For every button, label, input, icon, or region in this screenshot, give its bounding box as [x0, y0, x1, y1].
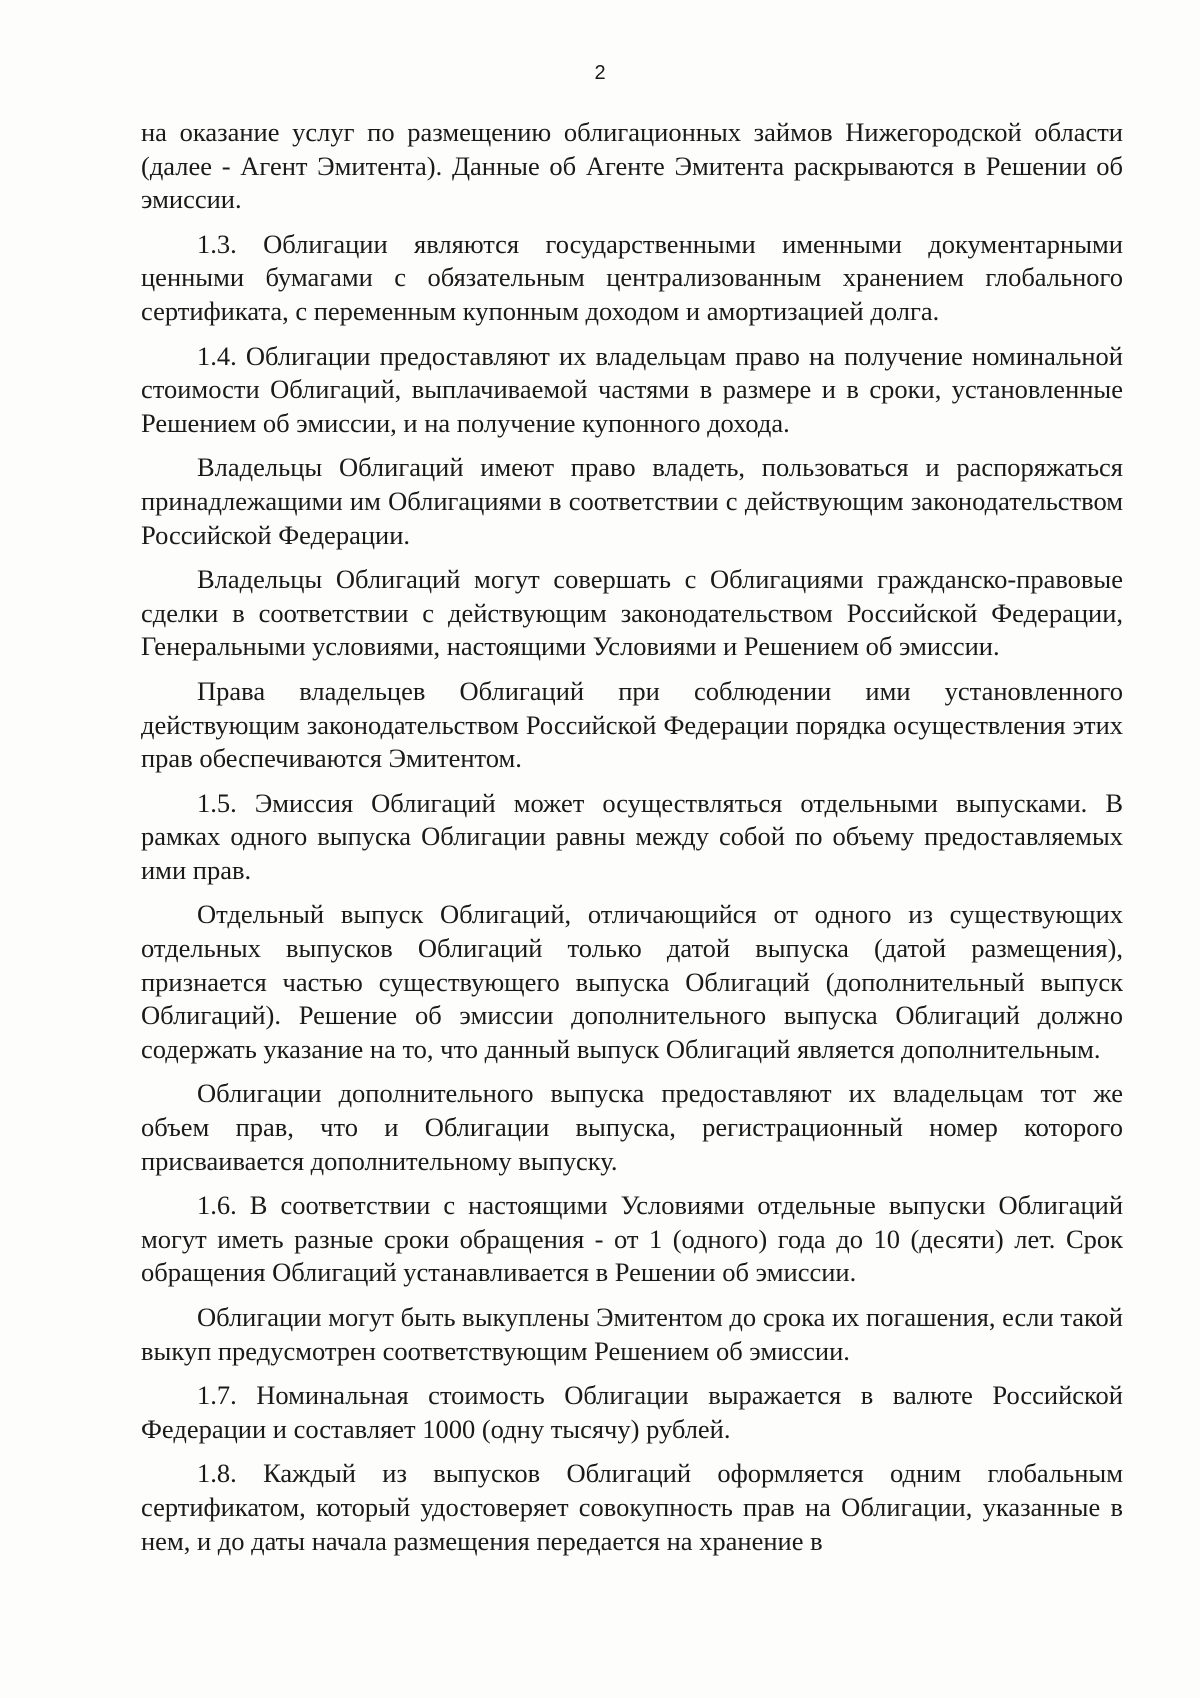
document-body [141, 116, 1123, 1569]
paragraph-rights-ensured: Права владельцев Облигаций при соблюдении ими установленного действующим законодательством Российской Федерации порядка осуществления этих прав обеспечиваются Эмитентом. [141, 675, 1123, 774]
paragraph-owners-rights: Владельцы Облигаций имеют право владеть, пользоваться и распоряжаться принадлежащими им Облигациями в соответствии с действующим законодательством Российской Федерации. [141, 452, 1123, 550]
paragraph-1-4: 1.4. Облигации предоставляют их владельцам право на получение номинальной стоимости Облигаций, выплачиваемой частями в размере и в сроки, установленные Решением об эмиссии, и на получение купонного дохода. [141, 340, 1123, 438]
paragraph-1-8: 1.8. Каждый из выпусков Облигаций оформляется одним глобальным сертификатом, который удостоверяет совокупность прав на Облигации, указанные в нем, и до даты начала размещения передается на хранение в [141, 1458, 1123, 1556]
paragraph-1-3: 1.3. Облигации являются государственными именными документарными ценными бумагами с обязательным централизованным хранением глобального сертификата, с переменным купонным доходом и амортизацией долга. [141, 228, 1123, 326]
paragraph-continuation: на оказание услуг по размещению облигационных займов Нижегородской области (далее - Агент Эмитента). Данные об Агенте Эмитента раскрываются в Решении об эмиссии. [141, 117, 1123, 215]
paragraph-buyback: Облигации могут быть выкуплены Эмитентом до срока их погашения, если такой выкуп предусмотрен соответствующим Решением об эмиссии. [141, 1302, 1123, 1366]
paragraph-additional-rights: Облигации дополнительного выпуска предоставляют их владельцам тот же объем прав, что и Облигации выпуска, регистрационный номер которого присваивается дополнительному выпуску. [141, 1078, 1123, 1176]
paragraph-1-7: 1.7. Номинальная стоимость Облигации выражается в валюте Российской Федерации и составляет 1000 (одну тысячу) рублей. [141, 1380, 1123, 1444]
page-number: 2 [594, 62, 606, 84]
paragraph-1-6: 1.6. В соответствии с настоящими Условиями отдельные выпуски Облигаций могут иметь разные сроки обращения - от 1 (одного) года до 10 (десяти) лет. Срок обращения Облигаций устанавливается в Решении об эмиссии. [141, 1190, 1123, 1288]
paragraph-additional-issue: Отдельный выпуск Облигаций, отличающийся от одного из существующих отдельных выпусков Облигаций только датой выпуска (датой размещения), признается частью существующего выпуска Облигаций (дополнительный выпуск Облигаций). Решение об эмиссии дополнительного выпуска Облигаций должно содержать указание на то, что данный выпуск Облигаций является дополнительным. [141, 899, 1123, 1064]
paragraph-owners-transactions: Владельцы Облигаций могут совершать с Облигациями гражданско-правовые сделки в соответствии с действующим законодательством Российской Федерации, Генеральными условиями, настоящими Условиями и Решением об эмиссии. [141, 564, 1123, 662]
paragraph-1-5: 1.5. Эмиссия Облигаций может осуществляться отдельными выпусками. В рамках одного выпуска Облигации равны между собой по объему предоставляемых ими прав. [141, 787, 1123, 885]
